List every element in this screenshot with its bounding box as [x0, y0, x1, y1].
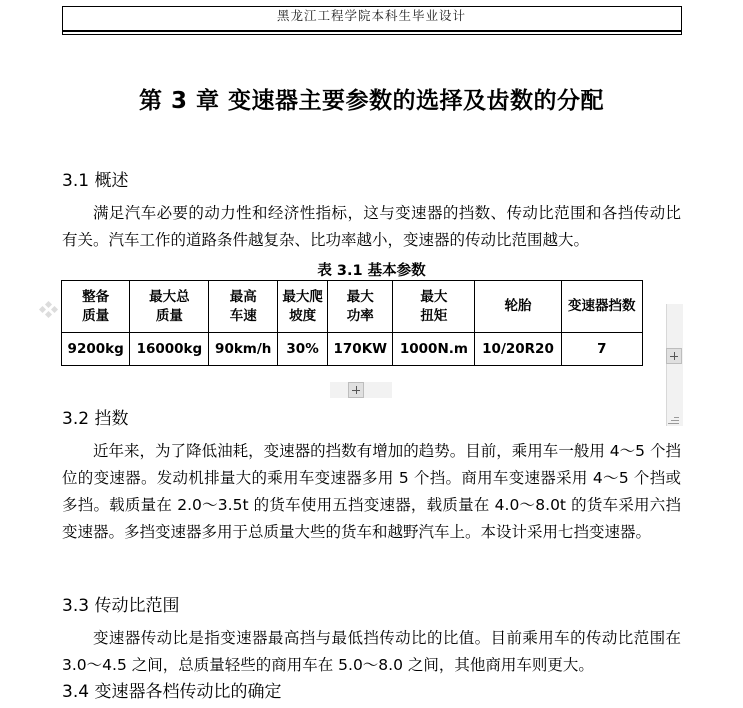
object-right-handle-bar[interactable] [666, 304, 683, 426]
section-body-3-3: 变速器传动比是指变速器最高挡与最低挡传动比的比值。目前乘用车的传动比范围在 3.0～4.5 之间，总质量轻些的商用车在 5.0～8.0 之间，其他商用车则更大。 [62, 629, 681, 674]
table-header-line: 最大 [420, 288, 448, 305]
table-header-line: 最大 [346, 288, 374, 305]
section-body-3-2: 近年来，为了降低油耗，变速器的挡数有增加的趋势。目前，乘用车一般用 4～5 个挡位的变速器。发动机排量大的乘用车变速器多用 5 个挡。商用车变速器采用 4～5 个挡或多挡。载质量在 2.0～3.5t 的货车使用五挡变速器，载质量在 4.0～8.0t 的货车采用六挡变速器。多挡变速器多用于总质量大些的货车和越野汽车上。本设计采用七挡变速器。 [62, 442, 681, 541]
zoom-in-right-icon[interactable] [666, 348, 682, 364]
section-heading-3-3: 3.3 传动比范围 [62, 596, 180, 616]
running-title: 黑龙江工程学院本科生毕业设计 [276, 8, 466, 23]
selection-marker-icon [40, 302, 56, 318]
table-header-cell [328, 281, 393, 333]
resize-corner-icon[interactable] [666, 412, 680, 426]
page-header [0, 0, 743, 40]
table-header-line: 最大爬 [282, 288, 323, 305]
table-header-cell [62, 281, 130, 333]
table-cell: 1000N.m [393, 333, 475, 366]
table-header-line: 质量 [155, 307, 183, 324]
table-caption: 表 3.1 基本参数 [317, 263, 426, 279]
table-header-line: 轮胎 [504, 298, 532, 314]
table-header-row [62, 281, 643, 333]
table-cell: 30% [277, 333, 327, 366]
table-header-line: 坡度 [289, 307, 317, 324]
section-body-3-1: 满足汽车必要的动力性和经济性指标，这与变速器的挡数、传动比范围和各挡传动比有关。汽车工作的道路条件越复杂、比功率越小，变速器的传动比范围越大。 [62, 204, 681, 249]
table-cell: 90km/h [209, 333, 278, 366]
table-header-line: 功率 [346, 307, 374, 324]
table-header-cell [561, 281, 642, 333]
table-header-cell [475, 281, 561, 333]
section-heading-3-1: 3.1 概述 [62, 171, 129, 191]
table-cell: 170KW [328, 333, 393, 366]
table-header-line: 变速器挡数 [568, 298, 636, 314]
table-row [62, 333, 643, 366]
section-heading-3-4: 3.4 变速器各档传动比的确定 [62, 682, 282, 702]
table-header-line: 车速 [229, 307, 257, 324]
table-header-line: 最大总 [149, 288, 190, 305]
table-header-line: 扭矩 [420, 307, 448, 324]
table-header-cell [393, 281, 475, 333]
table-header-line: 整备 [82, 288, 110, 305]
chapter-title: 第 3 章 变速器主要参数的选择及齿数的分配 [138, 88, 605, 114]
table-cell: 9200kg [62, 333, 130, 366]
table-header-line: 质量 [82, 307, 110, 324]
table-header-cell [130, 281, 209, 333]
header-rule-bottom [62, 30, 682, 32]
zoom-in-bottom-icon[interactable] [348, 382, 364, 398]
table-cell: 16000kg [130, 333, 209, 366]
basic-parameters-table [61, 280, 643, 366]
table-cell: 10/20R20 [475, 333, 561, 366]
section-heading-3-2: 3.2 挡数 [62, 409, 129, 429]
document-page [0, 40, 743, 702]
table-cell: 7 [561, 333, 642, 366]
table-header-cell [209, 281, 278, 333]
table-header-line: 最高 [229, 288, 257, 305]
table-header-cell [277, 281, 327, 333]
header-rule-bottom-thin [62, 34, 682, 35]
